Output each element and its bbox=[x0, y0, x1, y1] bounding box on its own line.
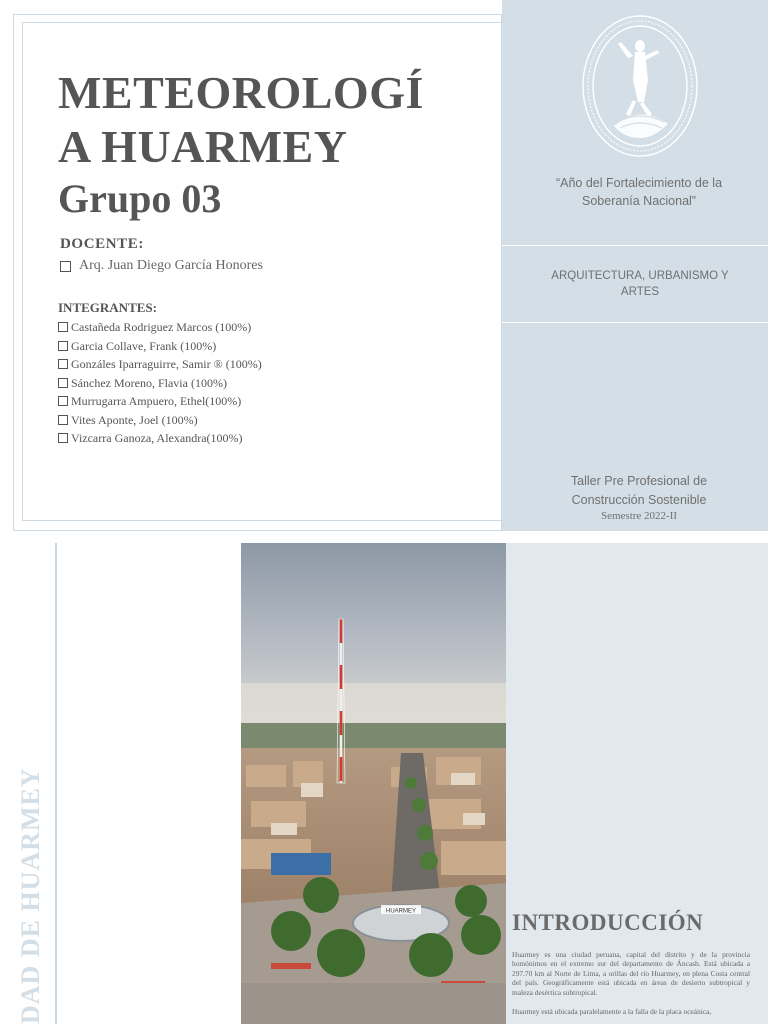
members-list bbox=[58, 318, 262, 448]
list-item bbox=[58, 392, 262, 411]
member-name: Garcia Collave, Frank (100%) bbox=[71, 338, 217, 353]
year-motto-line-2: Soberanía Nacional” bbox=[582, 194, 696, 208]
member-name: Castañeda Rodriguez Marcos (100%) bbox=[71, 320, 252, 334]
docente-entry bbox=[60, 258, 263, 274]
faculty-name bbox=[542, 268, 738, 300]
photo-sign-text: HUARMEY bbox=[385, 908, 417, 915]
docente-heading: DOCENTE: bbox=[60, 236, 144, 252]
introduction-paragraph: Huarmey es una ciudad peruana, capital del distrito y de la provincia homónimos en el extremo sur del departamento de Áncash. Está ubicada a 297.70 km al Norte de Lima, a orillas del río Huarmey, en plena Costa central del país. Geográficamente está ubicada en áreas de desierto subtropical y maleza desértica subtropical. bbox=[512, 950, 750, 997]
checkbox-icon bbox=[60, 261, 71, 272]
course-line-2: Construcción Sostenible bbox=[571, 493, 707, 507]
divider bbox=[502, 322, 768, 323]
member-name: Vites Aponte, Joel (100%) bbox=[71, 412, 198, 427]
integrantes-heading: INTEGRANTES: bbox=[58, 300, 157, 315]
checkbox-icon bbox=[58, 433, 68, 443]
checkbox-icon bbox=[58, 322, 68, 332]
side-rule bbox=[55, 543, 57, 1024]
year-motto-line-1: “Año del Fortalecimiento de la bbox=[555, 176, 723, 190]
list-item bbox=[58, 429, 262, 448]
checkbox-icon bbox=[58, 396, 68, 406]
course-line-1: Taller Pre Profesional de bbox=[570, 474, 708, 488]
member-name: Vizcarra Ganoza, Alexandra(100%) bbox=[71, 431, 243, 445]
title-line-2: A HUARMEY bbox=[58, 121, 348, 172]
title-line-1: METEOROLOGÍ bbox=[58, 67, 424, 118]
checkbox-icon bbox=[58, 359, 68, 369]
divider bbox=[502, 245, 768, 246]
docente-name: Arq. Juan Diego García Honores bbox=[79, 258, 263, 273]
member-name: Gonzáles Iparraguirre, Samir ® (100%) bbox=[71, 357, 262, 371]
group-label: Grupo 03 bbox=[58, 176, 222, 221]
faculty-line-1: ARQUITECTURA, URBANISMO Y bbox=[551, 270, 729, 282]
introduction-heading: INTRODUCCIÓN bbox=[512, 910, 704, 935]
list-item bbox=[58, 355, 262, 374]
list-item bbox=[58, 318, 262, 337]
member-name: Murrugarra Ampuero, Ethel(100%) bbox=[71, 394, 242, 408]
introduction-body bbox=[512, 950, 750, 1024]
checkbox-icon bbox=[58, 415, 68, 425]
checkbox-icon bbox=[58, 341, 68, 351]
list-item bbox=[58, 337, 262, 356]
introduction-paragraph: Huarmey está ubicada paralelamente a la falla de la placa oceánica, bbox=[512, 1007, 712, 1017]
list-item bbox=[58, 374, 262, 393]
university-seal-icon bbox=[578, 10, 702, 166]
course-name bbox=[502, 472, 768, 510]
checkbox-icon bbox=[58, 378, 68, 388]
year-motto bbox=[502, 174, 768, 210]
semester-label: Semestre 2022-II bbox=[600, 510, 678, 522]
document-title bbox=[58, 66, 488, 174]
vertical-city-title: DAD DE HUARMEY bbox=[16, 767, 45, 1024]
faculty-line-2: ARTES bbox=[620, 286, 660, 298]
member-name: Sánchez Moreno, Flavia (100%) bbox=[71, 375, 227, 390]
city-aerial-photo bbox=[241, 543, 506, 1024]
list-item bbox=[58, 411, 262, 430]
